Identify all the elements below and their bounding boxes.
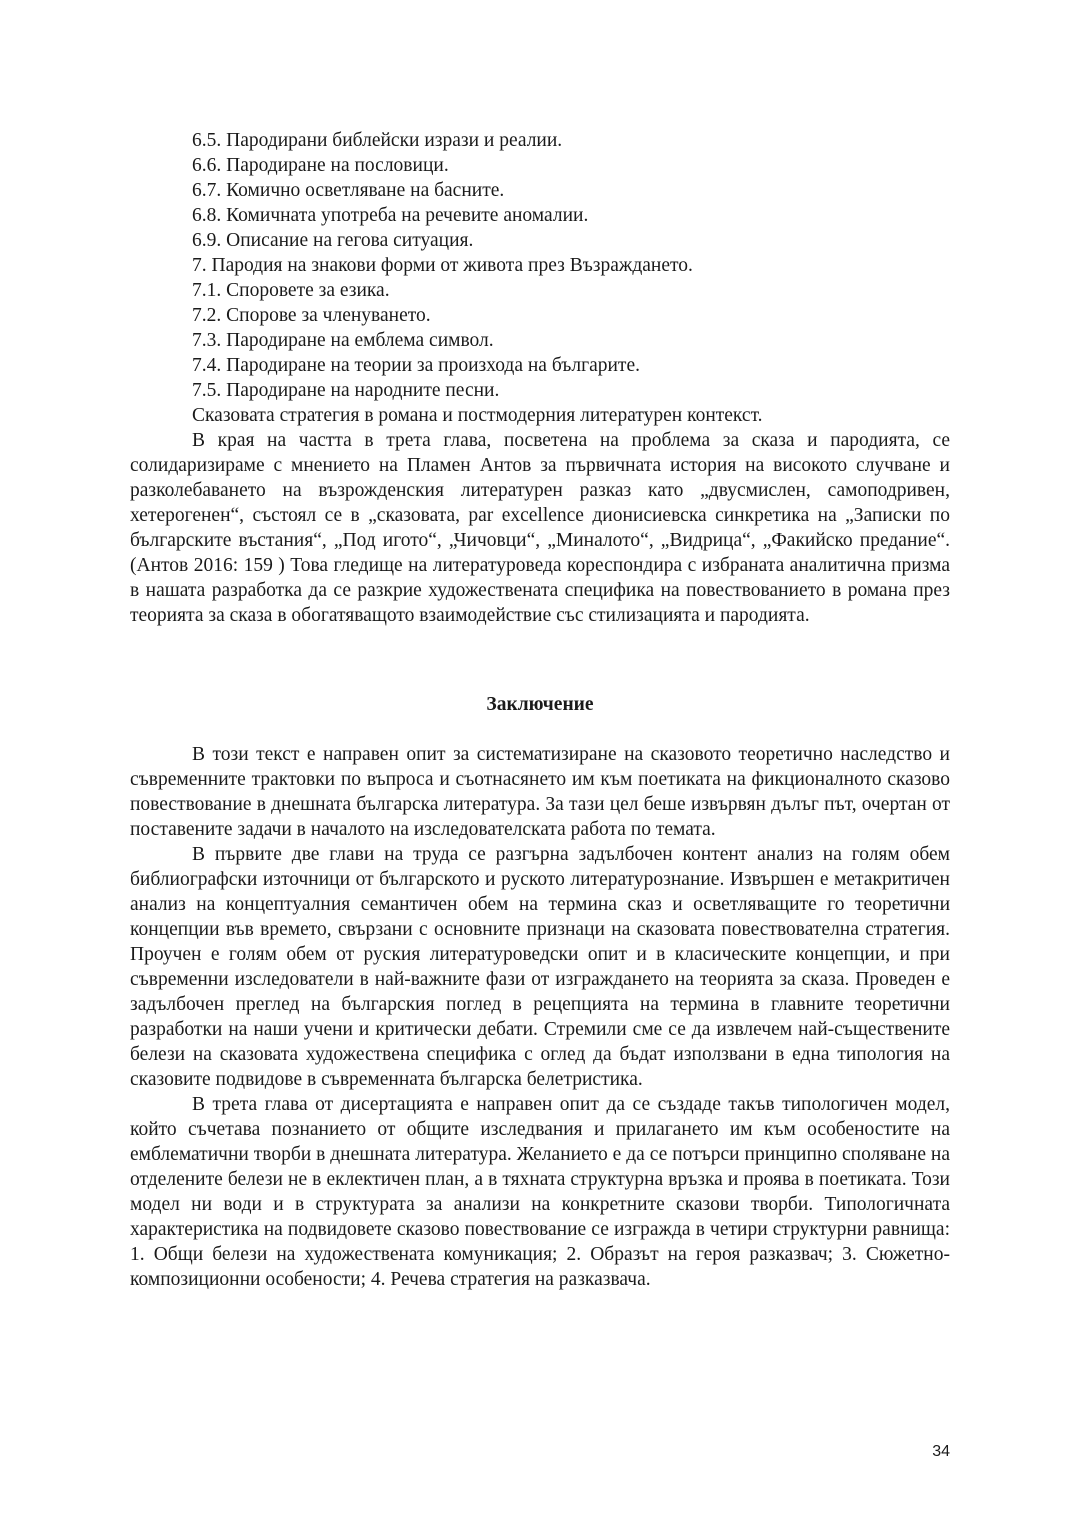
outline-item: 7.5. Пародиране на народните песни. [192,380,500,401]
outline-item: 6.8. Комичната употреба на речевите аномалии. [192,205,589,226]
outline-item: 7.2. Спорове за членуването. [192,305,431,326]
outline-item: 7.1. Споровете за езика. [192,280,390,301]
conclusion-paragraph: В първите две глави на труда се разгърна задълбочен контент анализ на голям обем библиографски източници от българското и руското литературознание. Извършен е метакритичен анализ на концептуалния семантичен обем на термина сказ и осветляващите го теоретични концепции във времето, свързани с основните признаци на сказовата повествователна стратегия. Проучен е голям обем от руския литературоведски опит и в класическите концепции, и при съвременни изследователи в най-важните фази от изграждането на теорията за сказа. Проведен е задълбочен преглед на българския поглед в рецепцията на термина в главните теоретични разработки на наши учени и критически дебати. Стремили сме се да извлечем най-съществените белези на сказовата художествена специфика с оглед да бъдат използвани в една типология на сказовите подвидове в съвременната българска белетристика. [130,844,950,1090]
conclusion-paragraph: В трета глава от дисертацията е направен опит да се създаде такъв типологичен модел, който съчетава познанието от общите изследвания и прилагането им към особеностите на емблематични творби в днешната литература. Желанието е да се потърси принципно споляване на отделените белези не в еклектичен план, а в тяхната структурна връзка и проява в поетиката. Този модел ни води и в структурата за анализи на конкретните сказови творби. Типологичната характеристика на подвидовете сказово повествование се изгражда в четири структурни равнища: 1. Общи белези на художествената комуникация; 2. Образът на героя разказвач; 3. Сюжетно-композиционни особености; 4. Речева стратегия на разказвача. [130,1094,950,1290]
outline-item: Сказовата стратегия в романа и постмодерния литературен контекст. [192,405,763,426]
section-spacer [130,628,950,692]
outline-item: 6.9. Описание на гегова ситуация. [192,230,474,251]
document-page [130,128,950,1292]
page-number: 34 [932,1443,950,1460]
outline-item: 6.7. Комично осветляване на басните. [192,180,505,201]
outline-list [130,128,950,428]
intro-paragraph: В края на частта в трета глава, посветена на проблема за сказа и пародията, се солидаризираме с мнението на Пламен Антов за първичната история на високото случване и разколебаването на възрожденския литературен разказ като „двусмислен, самоподривен, хетерогенен“, състоял се в „сказовата, par excellence дионисиевска синкретика на „Записки по българските въстания“, „Под игото“, „Чичовци“, „Миналото“, „Видрица“, „Факийско предание“. (Антов 2016: 159 ) Това гледище на литературоведа кореспондира с избраната аналитична призма в нашата разработка да се разкрие художествената специфика на повествованието в романа през теорията за сказа в обогатяващото взаимодействие със стилизацията и пародията. [130,430,950,626]
conclusion-paragraph: В този текст е направен опит за систематизиране на сказовото теоретично наследство и съвременните трактовки по въпроса и съотнасянето им към поетиката на фикционалното сказово повествование в днешната българска литература. За тази цел беше извървян дълъг път, очертан от поставените задачи в началото на изследователската работа по темата. [130,744,950,840]
outline-item: 6.5. Пародирани библейски изрази и реалии. [192,130,563,151]
outline-item: 6.6. Пародиране на пословици. [192,155,449,176]
heading-spacer [130,717,950,742]
outline-item: 7. Пародия на знакови форми от живота през Възраждането. [192,255,693,276]
outline-item: 7.4. Пародиране на теории за произхода на българите. [192,355,640,376]
conclusion-heading: Заключение [486,694,594,715]
outline-item: 7.3. Пародиране на емблема символ. [192,330,494,351]
